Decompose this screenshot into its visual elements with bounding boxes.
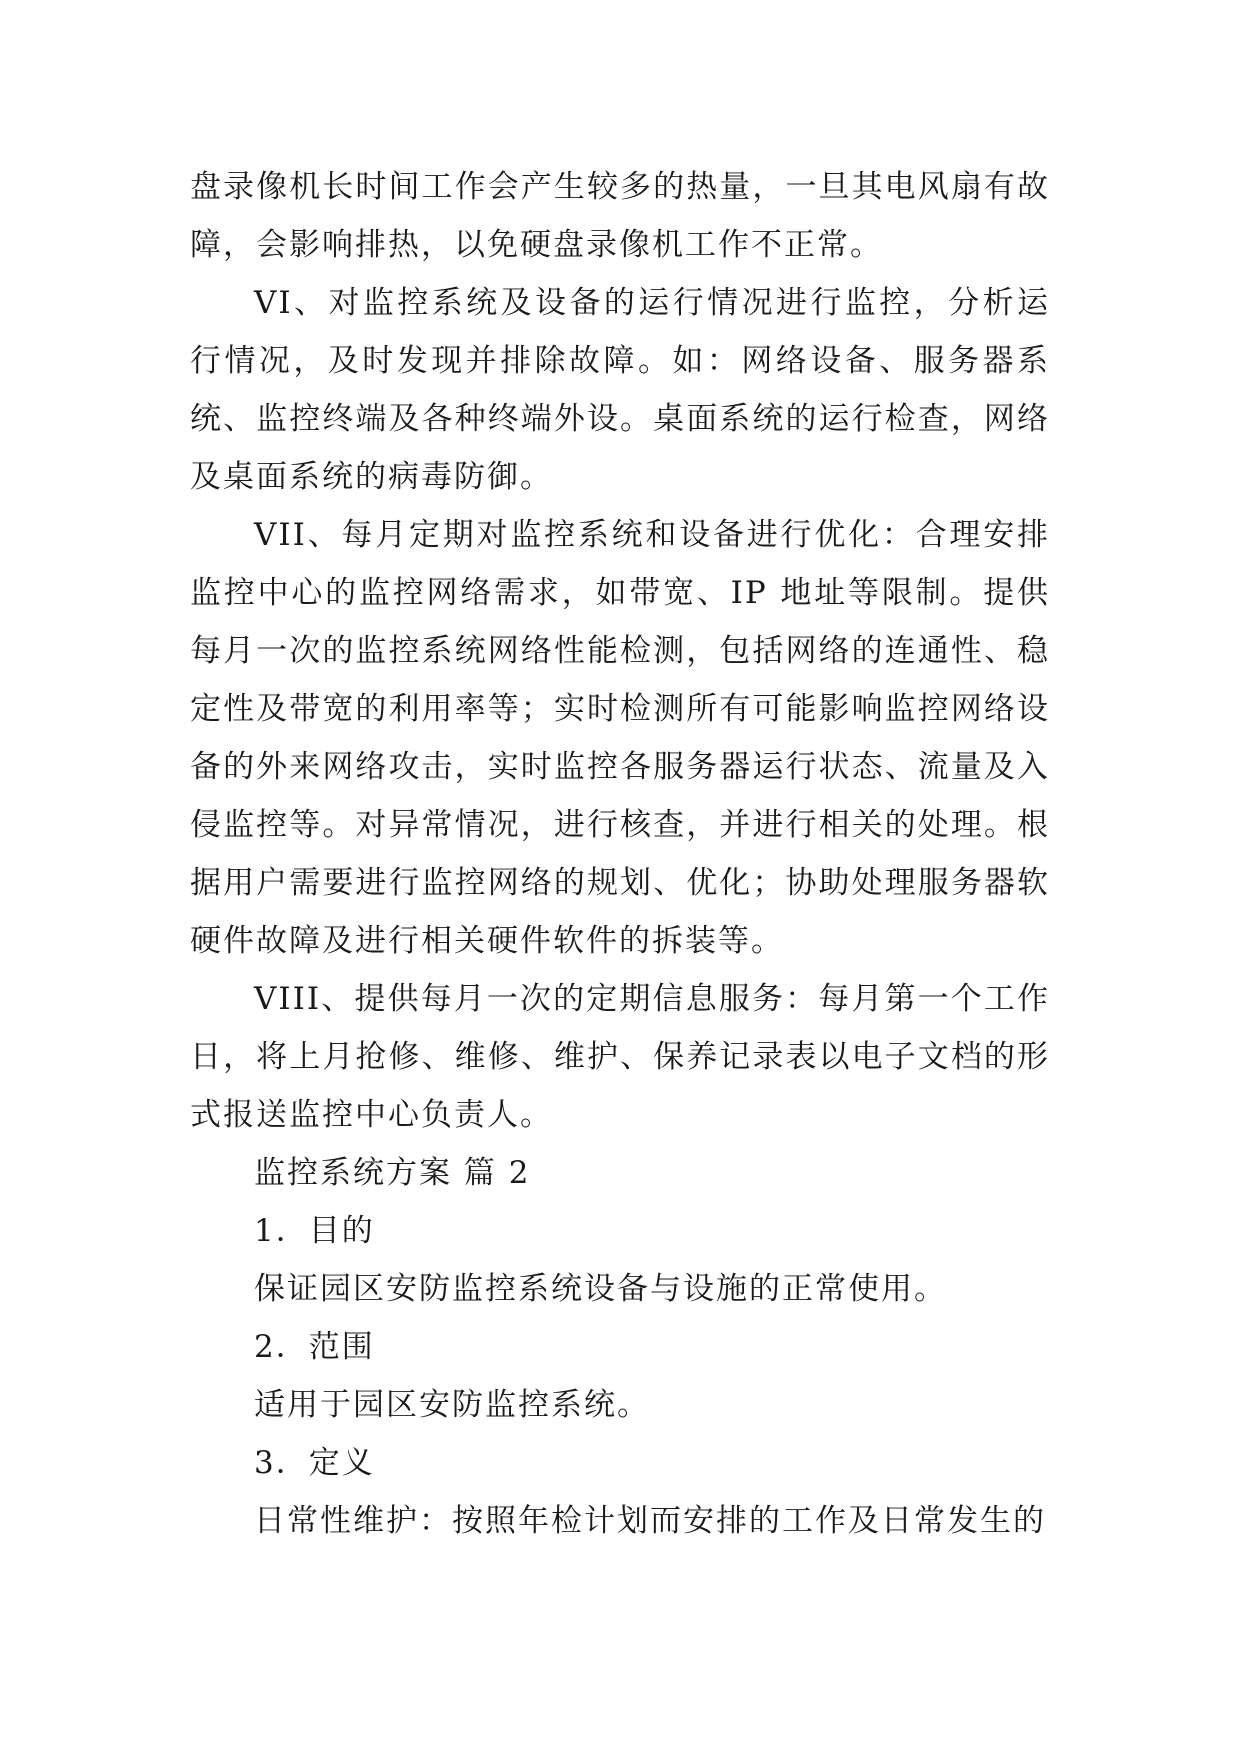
item3-heading: 3．定义 xyxy=(254,1445,375,1481)
item2-heading: 2．范围 xyxy=(254,1329,375,1365)
paragraph-item-vii: VII、每月定期对监控系统和设备进行优化：合理安排监控中心的监控网络需求，如带宽、IP 地址等限制。提供每月一次的监控系统网络性能检测，包括网络的连通性、稳定性及带宽的利用率等；实时检测所有可能影响监控网络设备的外来网络攻击，实时监控各服务器运行状态、流量及入侵监控等。对异常情况，进行核查，并进行相关的处理。根据用户需要进行监控网络的规划、优化；协助处理服务器软硬件故障及进行相关硬件软件的拆装等。 xyxy=(190,517,1050,959)
item1-text: 保证园区安防监控系统设备与设施的正常使用。 xyxy=(254,1271,947,1307)
item3-text: 日常性维护：按照年检计划而安排的工作及日常发生的 xyxy=(254,1503,1046,1539)
item1-heading: 1．目的 xyxy=(254,1213,375,1249)
paragraph-item-viii: VIII、提供每月一次的定期信息服务：每月第一个工作日，将上月抢修、维修、维护、保养记录表以电子文档的形式报送监控中心负责人。 xyxy=(190,981,1050,1133)
paragraph-item-vi: VI、对监控系统及设备的运行情况进行监控，分析运行情况，及时发现并排除故障。如：网络设备、服务器系统、监控终端及各种终端外设。桌面系统的运行检查，网络及桌面系统的病毒防御。 xyxy=(190,285,1050,495)
document-body xyxy=(190,158,1050,1550)
item2-text: 适用于园区安防监控系统。 xyxy=(254,1387,650,1423)
section-title: 监控系统方案 篇 2 xyxy=(254,1155,531,1191)
paragraph-continuation: 盘录像机长时间工作会产生较多的热量，一旦其电风扇有故障，会影响排热，以免硬盘录像机工作不正常。 xyxy=(190,169,1050,263)
